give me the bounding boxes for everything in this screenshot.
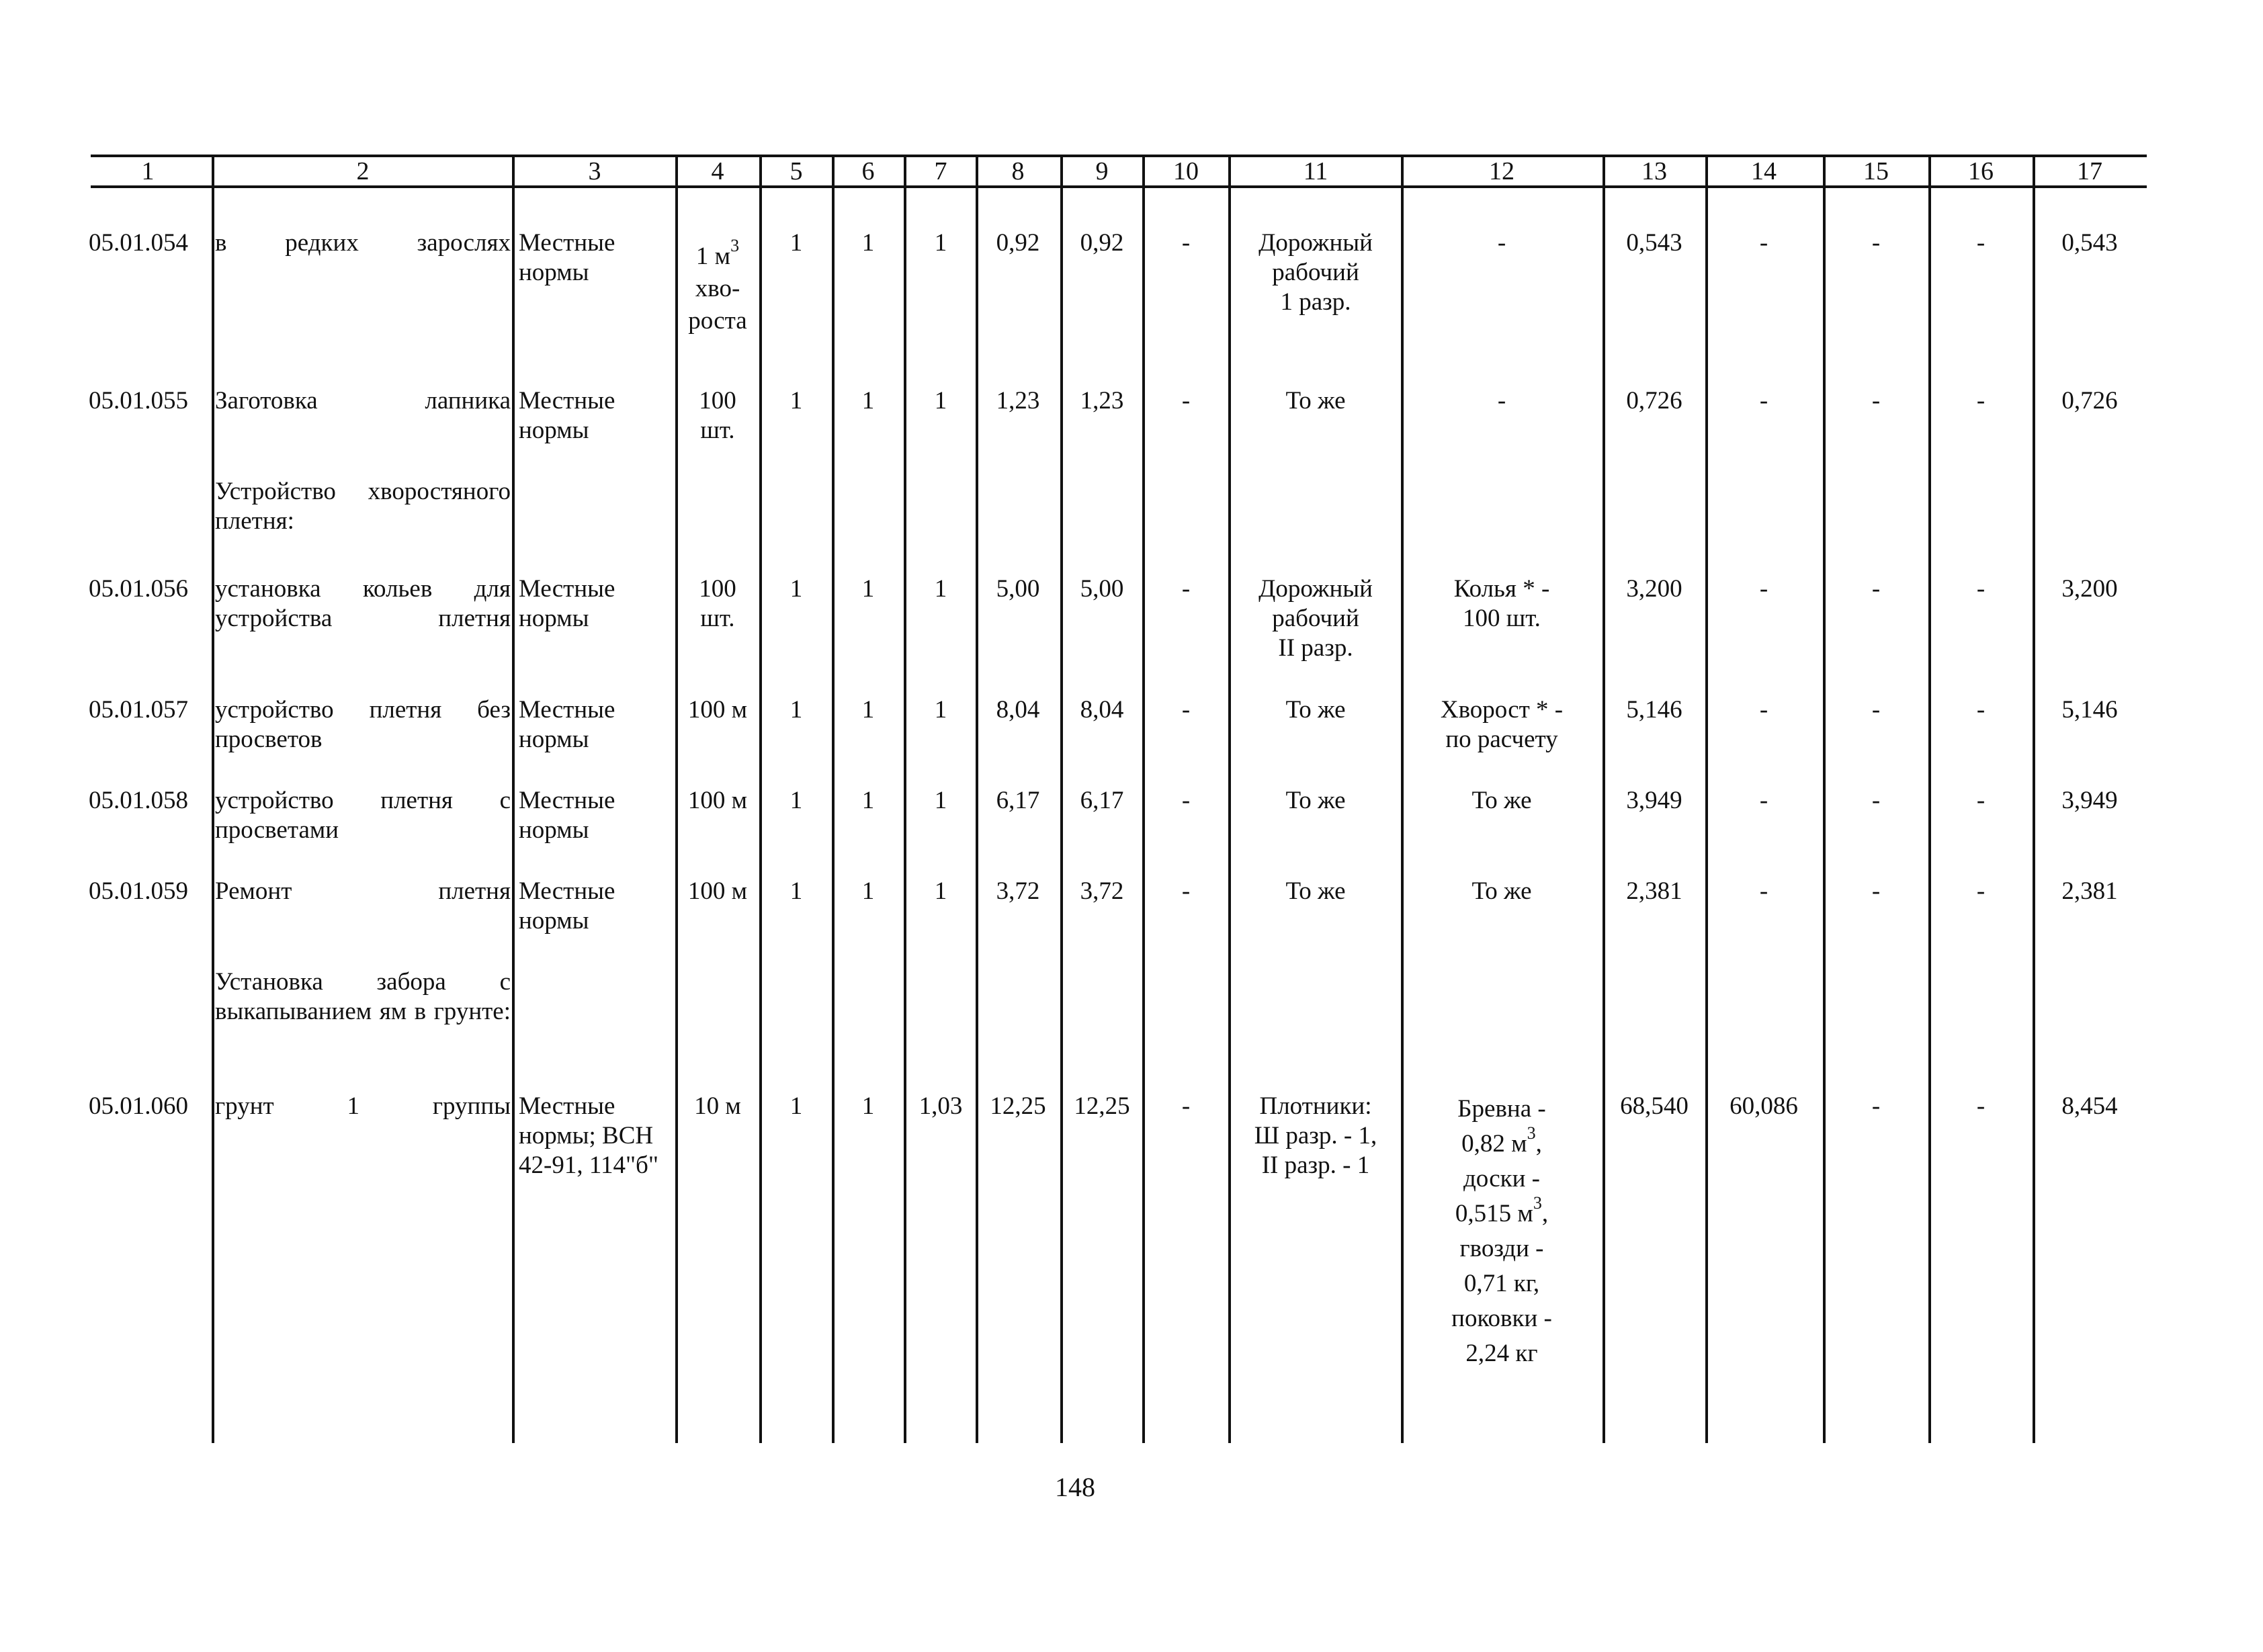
row-col8: 6,17 bbox=[996, 787, 1040, 814]
row-materials: - bbox=[1497, 387, 1506, 415]
row-materials: То же bbox=[1471, 877, 1532, 905]
column-rule bbox=[1823, 155, 1826, 1443]
row-source: Местные нормы; ВСН 42-91, 114"б" bbox=[519, 1092, 658, 1179]
row-source: Местные нормы bbox=[519, 575, 615, 632]
row-col9: 12,25 bbox=[1074, 1092, 1130, 1120]
column-rule bbox=[976, 155, 978, 1443]
row-code: 05.01.056 bbox=[89, 575, 188, 603]
row-col14: - bbox=[1759, 696, 1768, 724]
column-rule bbox=[1142, 155, 1145, 1443]
header-bottom-rule bbox=[91, 185, 2147, 188]
row-materials: Бревна - 0,82 $м^3$, доски - 0,515 $м^3$, гвозди - 0,71 кг, поковки - 2,24 кг bbox=[1451, 1095, 1552, 1367]
row-col15: - bbox=[1871, 696, 1881, 724]
row-workers: То же bbox=[1285, 787, 1346, 814]
row-col8: 1,23 bbox=[996, 387, 1040, 415]
row-col6: 1 bbox=[861, 229, 875, 257]
row-name: установка кольев для устройства плетня bbox=[215, 575, 511, 632]
row-workers: То же bbox=[1285, 387, 1346, 415]
column-rule bbox=[1705, 155, 1708, 1443]
row-source: Местные нормы bbox=[519, 387, 615, 444]
row-col10: - bbox=[1181, 387, 1191, 415]
row-workers: То же bbox=[1285, 696, 1346, 724]
row-col15: - bbox=[1871, 387, 1881, 415]
row-col14: - bbox=[1759, 387, 1768, 415]
row-col8: 8,04 bbox=[996, 696, 1040, 724]
row-col10: - bbox=[1181, 877, 1191, 905]
row-col17: 0,543 bbox=[2061, 229, 2118, 257]
row-col14: 60,086 bbox=[1730, 1092, 1798, 1120]
column-header-3: 3 bbox=[588, 157, 601, 185]
row-col5: 1 bbox=[789, 575, 803, 603]
row-col17: 2,381 bbox=[2061, 877, 2118, 905]
group-title-wattle: Устройство хворостяного плетня: bbox=[215, 478, 511, 535]
row-col16: - bbox=[1976, 696, 1986, 724]
row-col9: 0,92 bbox=[1080, 229, 1124, 257]
row-col5: 1 bbox=[789, 787, 803, 814]
row-col9: 5,00 bbox=[1080, 575, 1124, 603]
row-col6: 1 bbox=[861, 387, 875, 415]
row-col16: - bbox=[1976, 787, 1986, 814]
row-source: Местные нормы bbox=[519, 787, 615, 844]
column-header-11: 11 bbox=[1303, 157, 1328, 185]
column-header-8: 8 bbox=[1011, 157, 1025, 185]
row-materials: Хворост * - по расчету bbox=[1440, 696, 1564, 753]
row-col15: - bbox=[1871, 877, 1881, 905]
row-col6: 1 bbox=[861, 696, 875, 724]
row-workers: Дорожный рабочий II разр. bbox=[1258, 575, 1373, 662]
row-col10: - bbox=[1181, 229, 1191, 257]
row-code: 05.01.058 bbox=[89, 787, 188, 814]
row-code: 05.01.055 bbox=[89, 387, 188, 415]
row-col5: 1 bbox=[789, 877, 803, 905]
row-col15: - bbox=[1871, 229, 1881, 257]
row-col10: - bbox=[1181, 787, 1191, 814]
row-col8: 3,72 bbox=[996, 877, 1040, 905]
row-col16: - bbox=[1976, 575, 1986, 603]
row-col6: 1 bbox=[861, 877, 875, 905]
column-header-14: 14 bbox=[1751, 157, 1777, 185]
row-unit: 100 шт. bbox=[699, 387, 736, 444]
row-col8: 0,92 bbox=[996, 229, 1040, 257]
row-col7: 1 bbox=[934, 229, 947, 257]
column-rule bbox=[212, 155, 214, 1443]
row-name: грунт 1 группы bbox=[215, 1092, 511, 1120]
row-unit: 1 $м^3$ хво- роста bbox=[688, 235, 747, 335]
row-name: устройство плетня без просветов bbox=[215, 696, 511, 753]
row-col13: 68,540 bbox=[1620, 1092, 1689, 1120]
row-col7: 1 bbox=[934, 387, 947, 415]
row-workers: Плотники: Ш разр. - 1, II разр. - 1 bbox=[1254, 1092, 1377, 1179]
column-header-6: 6 bbox=[861, 157, 875, 185]
column-header-17: 17 bbox=[2077, 157, 2102, 185]
row-col8: 5,00 bbox=[996, 575, 1040, 603]
row-col7: 1 bbox=[934, 696, 947, 724]
row-col16: - bbox=[1976, 387, 1986, 415]
row-materials: - bbox=[1497, 229, 1506, 257]
row-col5: 1 bbox=[789, 387, 803, 415]
row-col8: 12,25 bbox=[990, 1092, 1046, 1120]
row-code: 05.01.054 bbox=[89, 229, 188, 257]
row-workers: Дорожный рабочий 1 разр. bbox=[1258, 229, 1373, 316]
row-col7: 1 bbox=[934, 877, 947, 905]
column-header-2: 2 bbox=[356, 157, 370, 185]
row-col16: - bbox=[1976, 1092, 1986, 1120]
column-header-13: 13 bbox=[1641, 157, 1667, 185]
row-col15: - bbox=[1871, 575, 1881, 603]
row-col5: 1 bbox=[789, 1092, 803, 1120]
row-source: Местные нормы bbox=[519, 229, 615, 286]
row-name: в редких зарослях bbox=[215, 229, 511, 257]
column-rule bbox=[2033, 155, 2035, 1443]
row-name: Заготовка лапника bbox=[215, 387, 511, 415]
column-header-5: 5 bbox=[789, 157, 803, 185]
column-rule bbox=[904, 155, 906, 1443]
column-header-12: 12 bbox=[1489, 157, 1514, 185]
row-col5: 1 bbox=[789, 229, 803, 257]
row-col13: 0,543 bbox=[1626, 229, 1682, 257]
column-header-9: 9 bbox=[1095, 157, 1109, 185]
row-col14: - bbox=[1759, 787, 1768, 814]
row-materials: Колья * - 100 шт. bbox=[1453, 575, 1550, 632]
row-col14: - bbox=[1759, 229, 1768, 257]
row-col13: 2,381 bbox=[1626, 877, 1682, 905]
group-title-fence: Установка забора с выкапыванием ям в грунте: bbox=[215, 968, 511, 1025]
row-materials: То же bbox=[1471, 787, 1532, 814]
row-name: устройство плетня с просветами bbox=[215, 787, 511, 844]
row-workers: То же bbox=[1285, 877, 1346, 905]
row-col17: 8,454 bbox=[2061, 1092, 2118, 1120]
row-col6: 1 bbox=[861, 1092, 875, 1120]
column-rule bbox=[675, 155, 678, 1443]
row-col10: - bbox=[1181, 575, 1191, 603]
row-code: 05.01.057 bbox=[89, 696, 188, 724]
row-col17: 3,949 bbox=[2061, 787, 2118, 814]
row-col9: 3,72 bbox=[1080, 877, 1124, 905]
column-rule bbox=[1603, 155, 1605, 1443]
column-rule bbox=[1228, 155, 1231, 1443]
row-unit: 100 м bbox=[687, 787, 748, 814]
page-number: 148 bbox=[1055, 1472, 1095, 1502]
column-header-16: 16 bbox=[1968, 157, 1994, 185]
row-col15: - bbox=[1871, 1092, 1881, 1120]
row-col17: 5,146 bbox=[2061, 696, 2118, 724]
row-col17: 0,726 bbox=[2061, 387, 2118, 415]
row-col9: 1,23 bbox=[1080, 387, 1124, 415]
row-source: Местные нормы bbox=[519, 696, 615, 753]
row-col13: 3,200 bbox=[1626, 575, 1682, 603]
row-col7: 1 bbox=[934, 575, 947, 603]
row-col14: - bbox=[1759, 575, 1768, 603]
header-top-rule bbox=[91, 155, 2147, 157]
row-code: 05.01.060 bbox=[89, 1092, 188, 1120]
column-rule bbox=[1928, 155, 1931, 1443]
row-col16: - bbox=[1976, 877, 1986, 905]
row-col9: 8,04 bbox=[1080, 696, 1124, 724]
row-col14: - bbox=[1759, 877, 1768, 905]
row-col7: 1 bbox=[934, 787, 947, 814]
row-col9: 6,17 bbox=[1080, 787, 1124, 814]
column-rule bbox=[1401, 155, 1404, 1443]
column-header-1: 1 bbox=[141, 157, 155, 185]
row-unit: 100 м bbox=[687, 696, 748, 724]
row-col10: - bbox=[1181, 1092, 1191, 1120]
column-rule bbox=[759, 155, 762, 1443]
row-col10: - bbox=[1181, 696, 1191, 724]
column-rule bbox=[832, 155, 835, 1443]
row-source: Местные нормы bbox=[519, 877, 615, 934]
column-header-7: 7 bbox=[934, 157, 947, 185]
row-name: Ремонт плетня bbox=[215, 877, 511, 905]
column-rule bbox=[512, 155, 515, 1443]
column-header-10: 10 bbox=[1173, 157, 1199, 185]
row-col17: 3,200 bbox=[2061, 575, 2118, 603]
row-unit: 100 м bbox=[687, 877, 748, 905]
row-col6: 1 bbox=[861, 575, 875, 603]
row-col13: 3,949 bbox=[1626, 787, 1682, 814]
column-header-4: 4 bbox=[711, 157, 724, 185]
row-col13: 0,726 bbox=[1626, 387, 1682, 415]
row-col5: 1 bbox=[789, 696, 803, 724]
row-col13: 5,146 bbox=[1626, 696, 1682, 724]
row-col15: - bbox=[1871, 787, 1881, 814]
row-unit: 100 шт. bbox=[699, 575, 736, 632]
column-rule bbox=[1060, 155, 1063, 1443]
row-code: 05.01.059 bbox=[89, 877, 188, 905]
row-col7: 1,03 bbox=[919, 1092, 963, 1120]
row-col6: 1 bbox=[861, 787, 875, 814]
column-header-15: 15 bbox=[1863, 157, 1889, 185]
row-col16: - bbox=[1976, 229, 1986, 257]
row-unit: 10 м bbox=[694, 1092, 741, 1120]
